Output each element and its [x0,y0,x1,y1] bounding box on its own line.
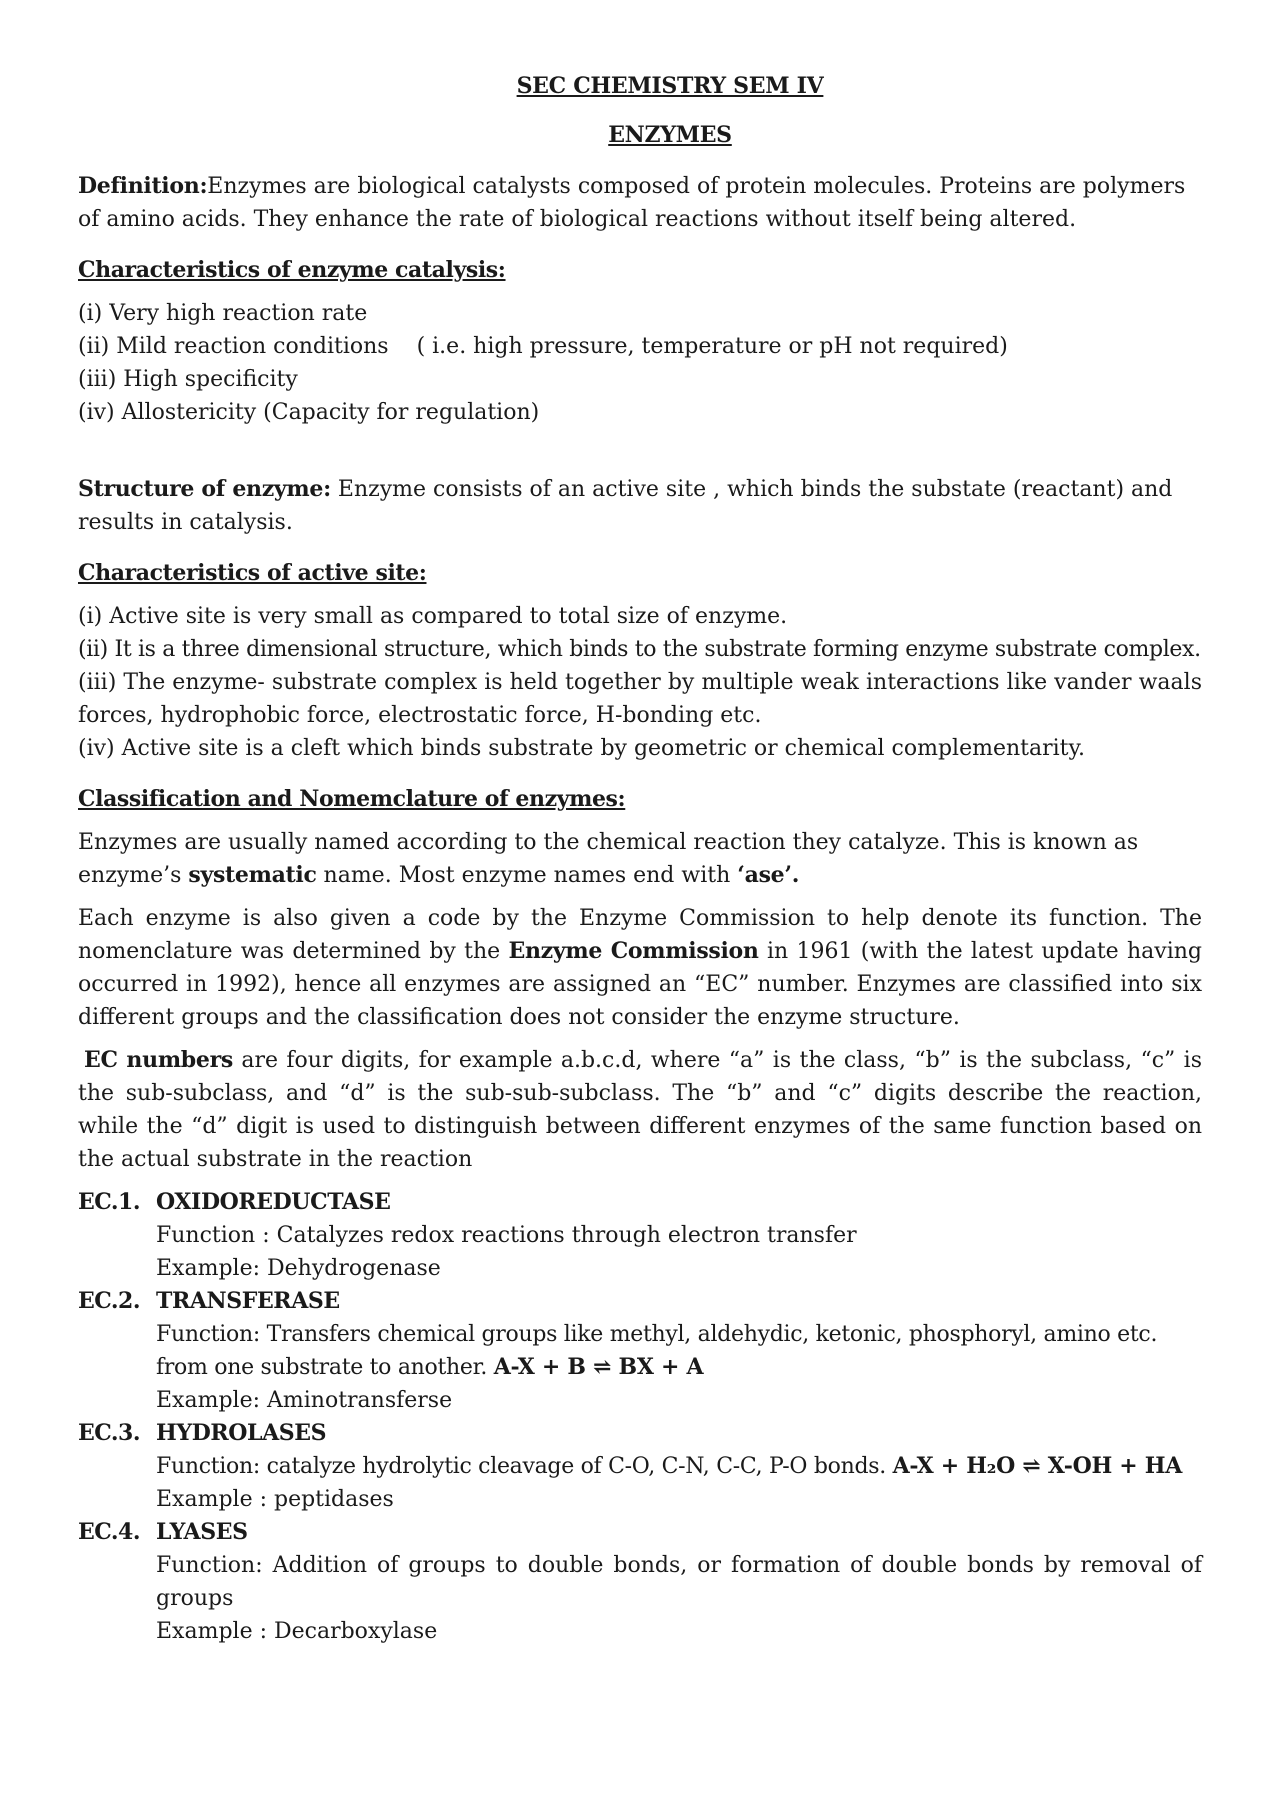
ec-number: EC.1. [78,1189,141,1215]
active-site-list [78,600,1202,765]
list-item: (i) Very high reaction rate [78,301,368,326]
ec-class-name: TRANSFERASE [156,1288,340,1314]
definition-text: Enzymes are biological catalysts composed of protein molecules. Proteins are polymers of amino acids. They enhance the rate of biological reactions without itself being altered. [78,174,1186,232]
list-item: (ii) Mild reaction conditions ( i.e. high pressure, temperature or pH not required) [78,334,1008,359]
paragraph-text: name. Most enzyme names end with [316,863,738,888]
ec-class-name: HYDROLASES [156,1420,327,1446]
systematic-term: systematic [188,862,317,888]
ec-equation: A-X + B ⇌ BX + A [493,1354,704,1380]
ec-function [156,1318,1202,1384]
paragraph-text: in 1961 (with the latest update having occurred in 1992), hence all enzymes are assigned an “EC” number. Enzymes are classified into six different groups and the classification does not consider the enzyme structure. [78,939,1202,1030]
structure-paragraph [78,473,1202,539]
ec-function: Function : Catalyzes redox reactions through electron transfer [156,1223,857,1248]
ec-example: Example : Decarboxylase [156,1619,438,1644]
ec-number: EC.3. [78,1420,141,1446]
paragraph-text: Enzymes are usually named according to the chemical reaction they catalyze. This is known as enzyme’s [78,830,1139,888]
characteristics-catalysis-heading: Characteristics of enzyme catalysis: [78,257,506,283]
classification-heading: Classification and Nomemclature of enzymes: [78,786,626,812]
ec-class-list [78,1186,1202,1648]
ase-suffix: ‘ase’. [737,862,800,888]
structure-text: Enzyme consists of an active site , which binds the substate (reactant) and results in catalysis. [78,477,1173,535]
ec-class-name: OXIDOREDUCTASE [156,1189,391,1215]
ec-class-1 [78,1186,1202,1285]
document-subtitle: ENZYMES [608,122,732,148]
paragraph-text: are four digits, for example a.b.c.d, where “a” is the class, “b” is the subclass, “c” is the sub-subclass, and “d” is the sub-sub-subclass. The “b” and “c” digits describe the reaction, while the “d” digit is used to distinguish between different enzymes of the same function based on the actual substrate in the reaction [78,1048,1202,1172]
classification-paragraph-1 [78,826,1202,892]
ec-example: Example: Dehydrogenase [156,1256,441,1281]
list-item: (iv) Allostericity (Capacity for regulation) [78,400,540,425]
list-item: (i) Active site is very small as compared to total size of enzyme. [78,604,788,629]
ec-function-text: Function: Transfers chemical groups like methyl, aldehydic, ketonic, phosphoryl, amino etc. from one substrate to another. [156,1322,1158,1380]
paragraph-text: Each enzyme is also given a code by the Enzyme Commission to help denote its function. The nomenclature was determined by the [78,906,1202,964]
classification-paragraph-2 [78,902,1202,1034]
ec-function [156,1450,1202,1483]
list-item: (iv) Active site is a cleft which binds substrate by geometric or chemical complementarity. [78,736,1085,761]
ec-class-name: LYASES [156,1519,248,1545]
definition-label: Definition: [78,173,208,199]
ec-class-3 [78,1417,1202,1516]
structure-label: Structure of enzyme: [78,476,331,502]
ec-function: Function: Addition of groups to double bonds, or formation of double bonds by removal of groups [156,1553,1202,1611]
ec-example: Example : peptidases [156,1487,394,1512]
document-title: SEC CHEMISTRY SEM IV [516,73,824,99]
classification-paragraph-3 [78,1044,1202,1176]
enzyme-commission-term: Enzyme Commission [508,938,759,964]
ec-number: EC.2. [78,1288,141,1314]
ec-number: EC.4. [78,1519,141,1545]
ec-function-text: Function: catalyze hydrolytic cleavage of C-O, C-N, C-C, P-O bonds. [156,1454,893,1479]
ec-class-2 [78,1285,1202,1417]
ec-class-4 [78,1516,1202,1648]
list-item: (iii) The enzyme- substrate complex is held together by multiple weak interactions like vander waals forces, hydrophobic force, electrostatic force, H-bonding etc. [78,670,1202,728]
definition-paragraph [78,170,1202,236]
active-site-heading: Characteristics of active site: [78,560,427,586]
characteristics-catalysis-list [78,297,1202,429]
ec-numbers-term: EC numbers [84,1047,233,1073]
ec-example: Example: Aminotransferse [156,1388,453,1413]
list-item: (iii) High specificity [78,367,298,392]
list-item: (ii) It is a three dimensional structure, which binds to the substrate forming enzyme substrate complex. [78,637,1201,662]
ec-equation: A-X + H₂O ⇌ X-OH + HA [892,1453,1183,1479]
